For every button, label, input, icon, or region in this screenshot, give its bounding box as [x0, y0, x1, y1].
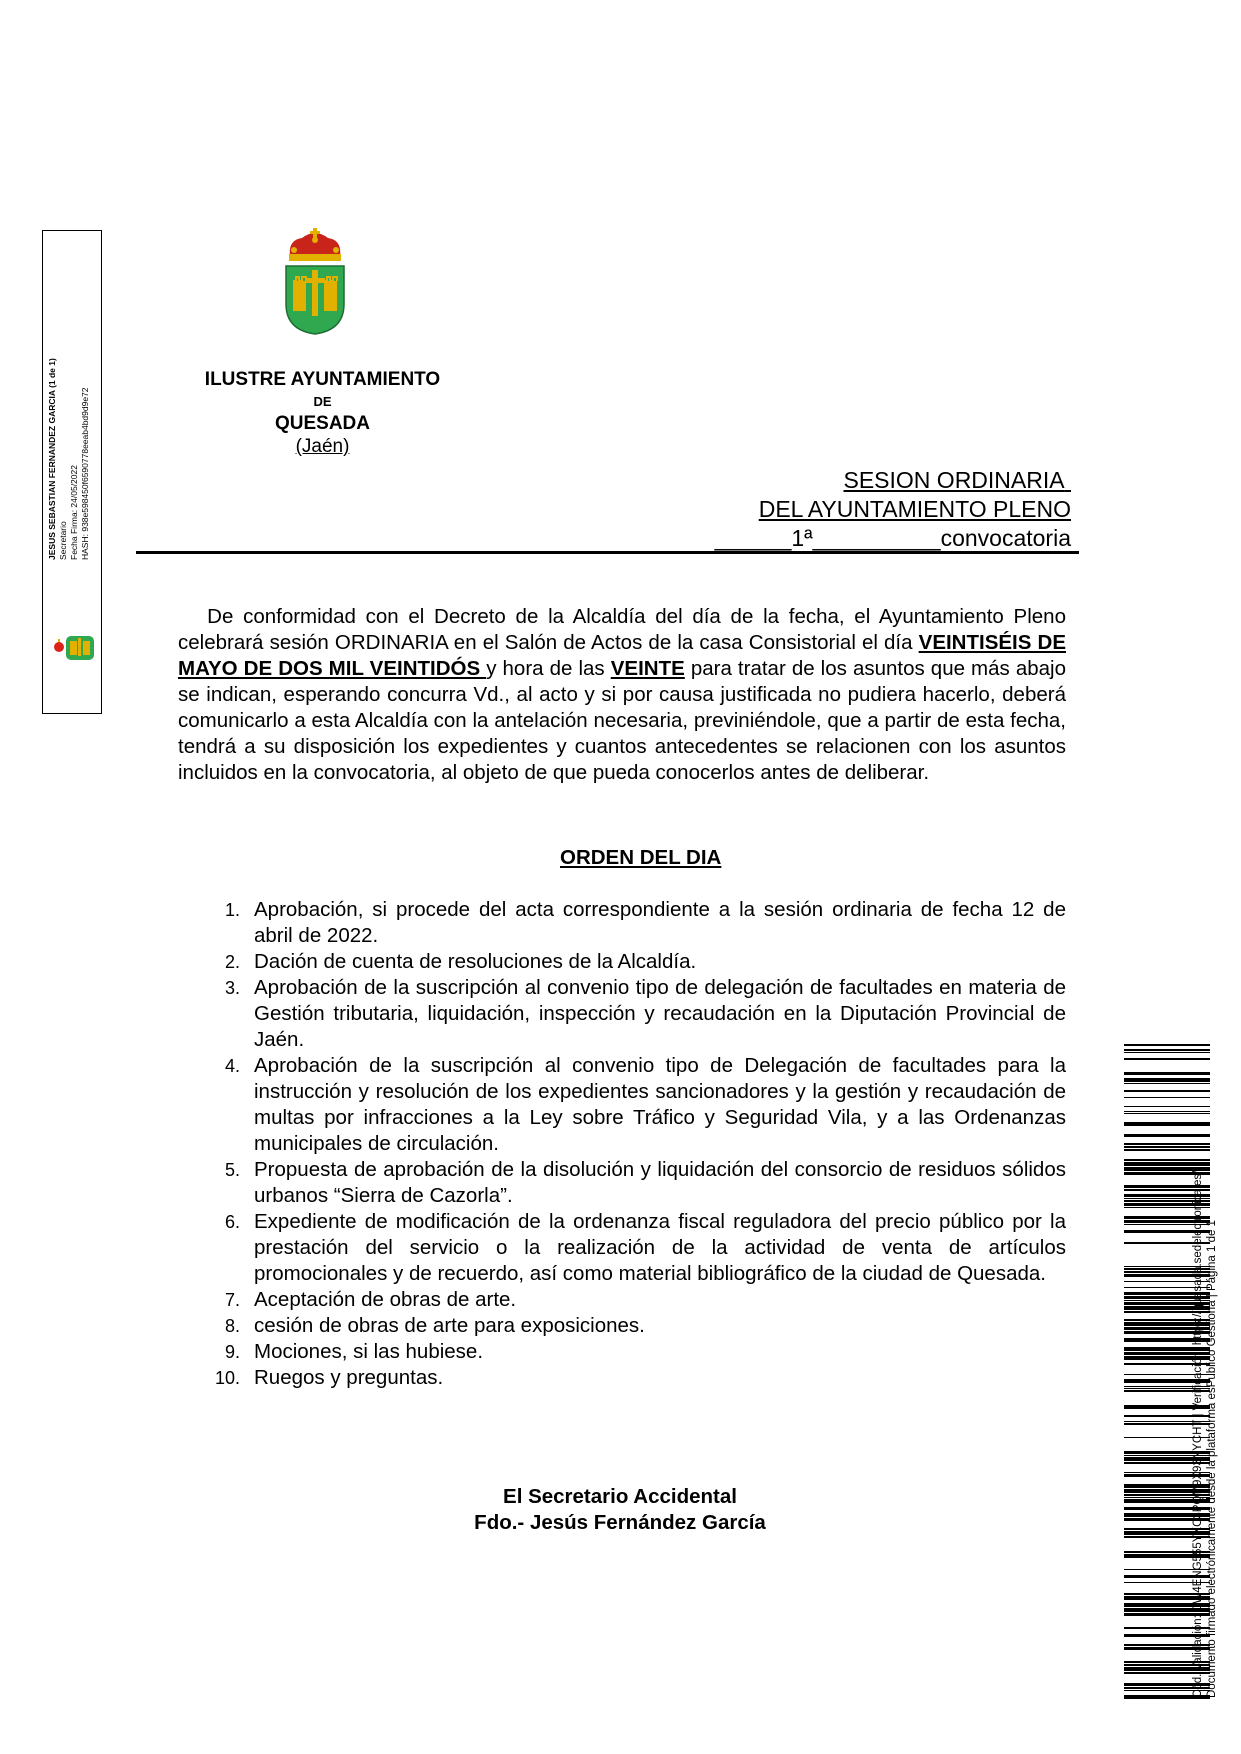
signature-hash: HASH: 938e598450f6590778eeab4bd9d9e72	[80, 387, 90, 560]
convocation-paragraph	[178, 604, 1066, 786]
agenda-item-text: Dación de cuenta de resoluciones de la Alcaldía.	[254, 950, 697, 973]
signer-role: Secretario	[58, 521, 68, 560]
session-heading	[715, 466, 1071, 553]
paragraph-part-2: y hora de las	[486, 657, 611, 680]
convocation-number: ______1ª__________	[714, 525, 941, 551]
session-body: DEL AYUNTAMIENTO PLENO	[758, 496, 1071, 522]
agenda-title: ORDEN DEL DIA	[560, 846, 722, 869]
agenda-item-text: Mociones, si las hubiese.	[254, 1340, 484, 1363]
agenda-item	[200, 1157, 1066, 1209]
validation-info	[1191, 1038, 1219, 1698]
agenda-item-number: 6.	[224, 1212, 240, 1232]
session-date: VEINTISÉIS DE MAYO DE DOS MIL VEINTIDÓS	[178, 631, 1066, 680]
agenda-item-number: 4.	[224, 1056, 240, 1076]
coat-of-arms-icon	[280, 226, 350, 336]
agenda-item-number: 10.	[214, 1368, 240, 1388]
agenda-item-text: Expediente de modificación de la ordenanza fiscal reguladora del precio público por la prestación del servicio o la realización de la actividad de venta de artículos promocionales y de recuerdo, así como material bibliográfico de la ciudad de Quesada.	[254, 1210, 1066, 1285]
agenda-item	[200, 1053, 1066, 1157]
organization-header	[180, 370, 465, 460]
signature-info	[47, 330, 91, 560]
agenda-item-number: 5.	[224, 1160, 240, 1180]
agenda-item-text: Propuesta de aprobación de la disolución y liquidación del consorcio de residuos sólidos urbanos “Sierra de Cazorla”.	[254, 1158, 1066, 1207]
org-line-2: DE	[313, 394, 332, 409]
agenda-item	[200, 1313, 1066, 1339]
org-line-4: (Jaén)	[295, 436, 350, 457]
agenda-item	[200, 1209, 1066, 1287]
validation-platform: Documento firmado electrónicamente desde la plataforma esPublico Gestiona | Página 1 de 1	[1206, 1220, 1218, 1698]
org-line-3: QUESADA	[274, 413, 370, 434]
agenda-list	[200, 897, 1066, 1391]
signoff-name: Fdo.- Jesús Fernández García	[474, 1511, 766, 1534]
agenda-item-text: Aprobación de la suscripción al convenio tipo de delegación de facultades en materia de Gestión tributaria, liquidación, inspección y recaudación en la Diputación Provincial de Jaén.	[254, 976, 1066, 1051]
agenda-item-number: 9.	[224, 1342, 240, 1362]
signer-name: JESUS SEBASTIAN FERNANDEZ GARCIA (1 de 1)	[47, 358, 57, 560]
convocation-label: convocatoria	[940, 525, 1071, 551]
session-type: SESION ORDINARIA	[843, 467, 1065, 493]
paragraph-part-1: De conformidad con el Decreto de la Alcaldía del día de la fecha, el Ayuntamiento Pleno celebrará sesión ORDINARIA en el Salón de Actos de la casa Consistorial el día	[178, 605, 1066, 654]
org-line-1: ILUSTRE AYUNTAMIENTO	[204, 369, 441, 390]
header-divider	[136, 551, 1079, 554]
signoff	[300, 1484, 940, 1536]
agenda-item-number: 1.	[224, 900, 240, 920]
agenda-item	[200, 949, 1066, 975]
agenda-item-number: 2.	[224, 952, 240, 972]
agenda-item	[200, 897, 1066, 949]
agenda-item-text: Ruegos y preguntas.	[254, 1366, 444, 1389]
session-hour: VEINTE	[610, 657, 685, 680]
signature-date: Fecha Firma: 24/05/2022	[69, 465, 79, 560]
agenda-item-number: 8.	[224, 1316, 240, 1336]
agenda-item	[200, 975, 1066, 1053]
agenda-item	[200, 1339, 1066, 1365]
small-crest-logo	[52, 633, 96, 663]
paragraph-part-3: para tratar de los asuntos que más abajo se indican, esperando concurra Vd., al acto y si por causa justificada no pudiera hacerlo, deberá comunicarlo a esta Alcaldía con la antelación necesaria, previniéndole, que a partir de esta fecha, tendrá a su disposición los expedientes y cuantos antecedentes se relacionen con los asuntos incluidos en la convocatoria, al objeto de que pueda conocerlos antes de deliberar.	[178, 657, 1066, 784]
validation-code: Cód. Validación: CW4ENG555YXC3PQM9X93NYCHT | Verificación: https://quesada.sedelectronica.es/	[1192, 1170, 1204, 1698]
signoff-role: El Secretario Accidental	[503, 1485, 737, 1508]
agenda-item	[200, 1287, 1066, 1313]
agenda-item-text: Aprobación, si procede del acta correspondiente a la sesión ordinaria de fecha 12 de abril de 2022.	[254, 898, 1066, 947]
agenda-item-number: 7.	[224, 1290, 240, 1310]
agenda-item-number: 3.	[224, 978, 240, 998]
agenda-item-text: Aceptación de obras de arte.	[254, 1288, 517, 1311]
agenda-item	[200, 1365, 1066, 1391]
agenda-item-text: cesión de obras de arte para exposiciones.	[254, 1314, 645, 1337]
agenda-item-text: Aprobación de la suscripción al convenio tipo de Delegación de facultades para la instrucción y resolución de los expedientes sancionadores y la gestión y recaudación de multas por infracciones a la Ley sobre Tráfico y Seguridad Vila, y a las Ordenanzas municipales de circulación.	[254, 1054, 1066, 1155]
